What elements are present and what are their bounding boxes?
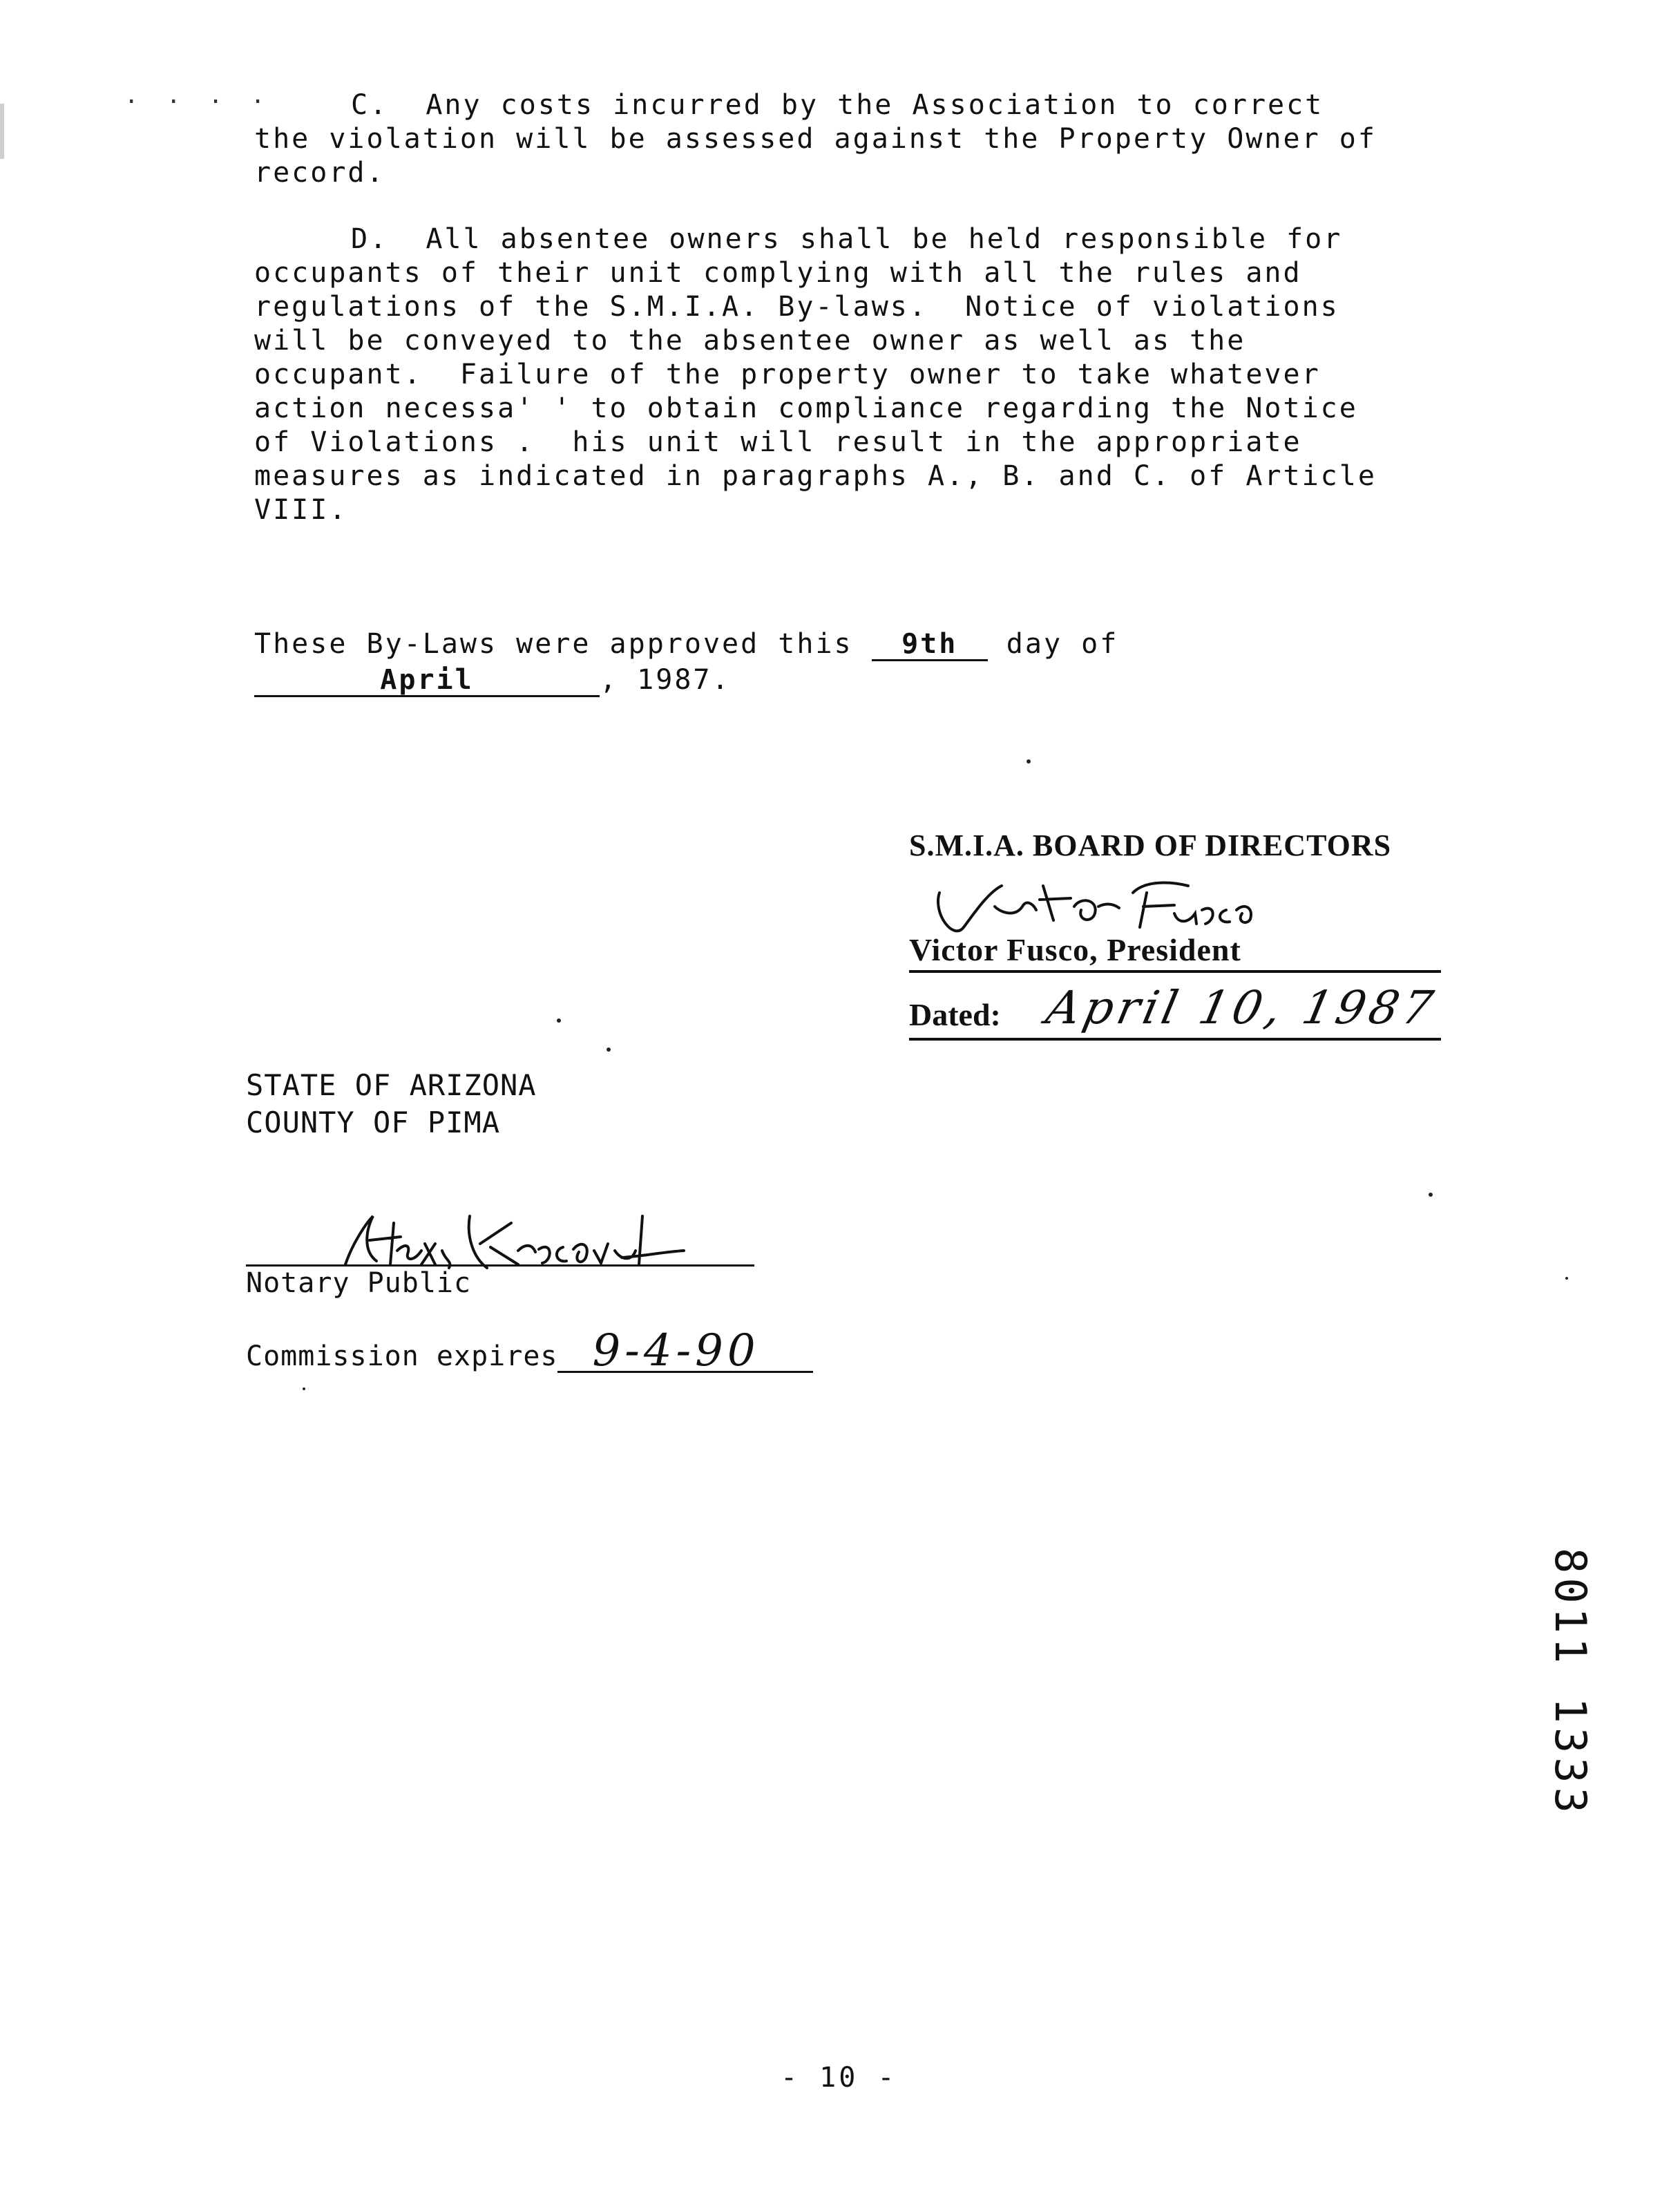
paragraph-d-line-6: action necessa' ' to obtain compliance regarding the Notice <box>254 392 1358 424</box>
paragraph-d <box>254 222 1511 527</box>
approval-day: 9th <box>872 629 988 661</box>
dated-label: Dated: <box>909 997 1001 1032</box>
commission-label: Commission expires <box>246 1340 558 1372</box>
scan-speck <box>607 1047 611 1052</box>
scan-speck <box>1027 759 1031 764</box>
paragraph-d-line-3: regulations of the S.M.I.A. By-laws. Notice of violations <box>254 291 1339 323</box>
board-heading: S.M.I.A. BOARD OF DIRECTORS <box>909 828 1392 862</box>
commission-expires <box>246 1325 813 1376</box>
scan-edge-mark <box>0 104 4 159</box>
paragraph-d-line-4: will be conveyed to the absentee owner as well as the <box>254 325 1246 357</box>
county-line: COUNTY OF PIMA <box>246 1106 501 1139</box>
paragraph-d-line-5: occupant. Failure of the property owner to take whatever <box>254 359 1321 390</box>
document-id-number: 8011 1333 <box>1545 1548 1596 1817</box>
state-county-block <box>246 1067 537 1141</box>
dated-line <box>909 981 1442 1041</box>
scan-speck <box>557 1018 561 1023</box>
state-line: STATE OF ARIZONA <box>246 1068 537 1102</box>
paragraph-c-line-2: the violation will be assessed against the Property Owner of <box>254 123 1377 155</box>
scan-speck <box>1429 1193 1433 1197</box>
scan-speck <box>1565 1277 1568 1280</box>
dated-value: April 10, 1987 <box>1041 981 1442 1034</box>
paragraph-d-line-1: D. All absentee owners shall be held responsible for <box>351 223 1343 255</box>
approval-year: , 1987. <box>600 664 731 696</box>
notary-public-label: Notary Public <box>246 1267 472 1299</box>
paragraph-d-line-2: occupants of their unit complying with all the rules and <box>254 257 1302 289</box>
president-name-title: Victor Fusco, President <box>909 930 1441 973</box>
paragraph-d-line-8: measures as indicated in paragraphs A., B. and C. of Article <box>254 460 1377 492</box>
paragraph-d-line-7: of Violations . his unit will result in the appropriate <box>254 426 1302 458</box>
page-number: - 10 - <box>781 2062 897 2094</box>
paragraph-c <box>254 88 1511 190</box>
scan-speck <box>303 1387 305 1390</box>
scan-dots: . . . . <box>124 82 272 109</box>
approval-statement <box>254 626 1118 698</box>
approval-day-suffix: day of <box>987 628 1119 660</box>
approval-prefix: These By-Laws were approved this <box>254 628 872 660</box>
approval-month: April <box>254 665 600 697</box>
notary-signature-line <box>246 1264 754 1267</box>
commission-value: 9-4-90 <box>557 1331 813 1373</box>
paragraph-d-line-9: VIII. <box>254 494 348 526</box>
paragraph-c-line-1: C. Any costs incurred by the Association to correct <box>351 89 1324 121</box>
paragraph-c-line-3: record. <box>254 157 385 189</box>
